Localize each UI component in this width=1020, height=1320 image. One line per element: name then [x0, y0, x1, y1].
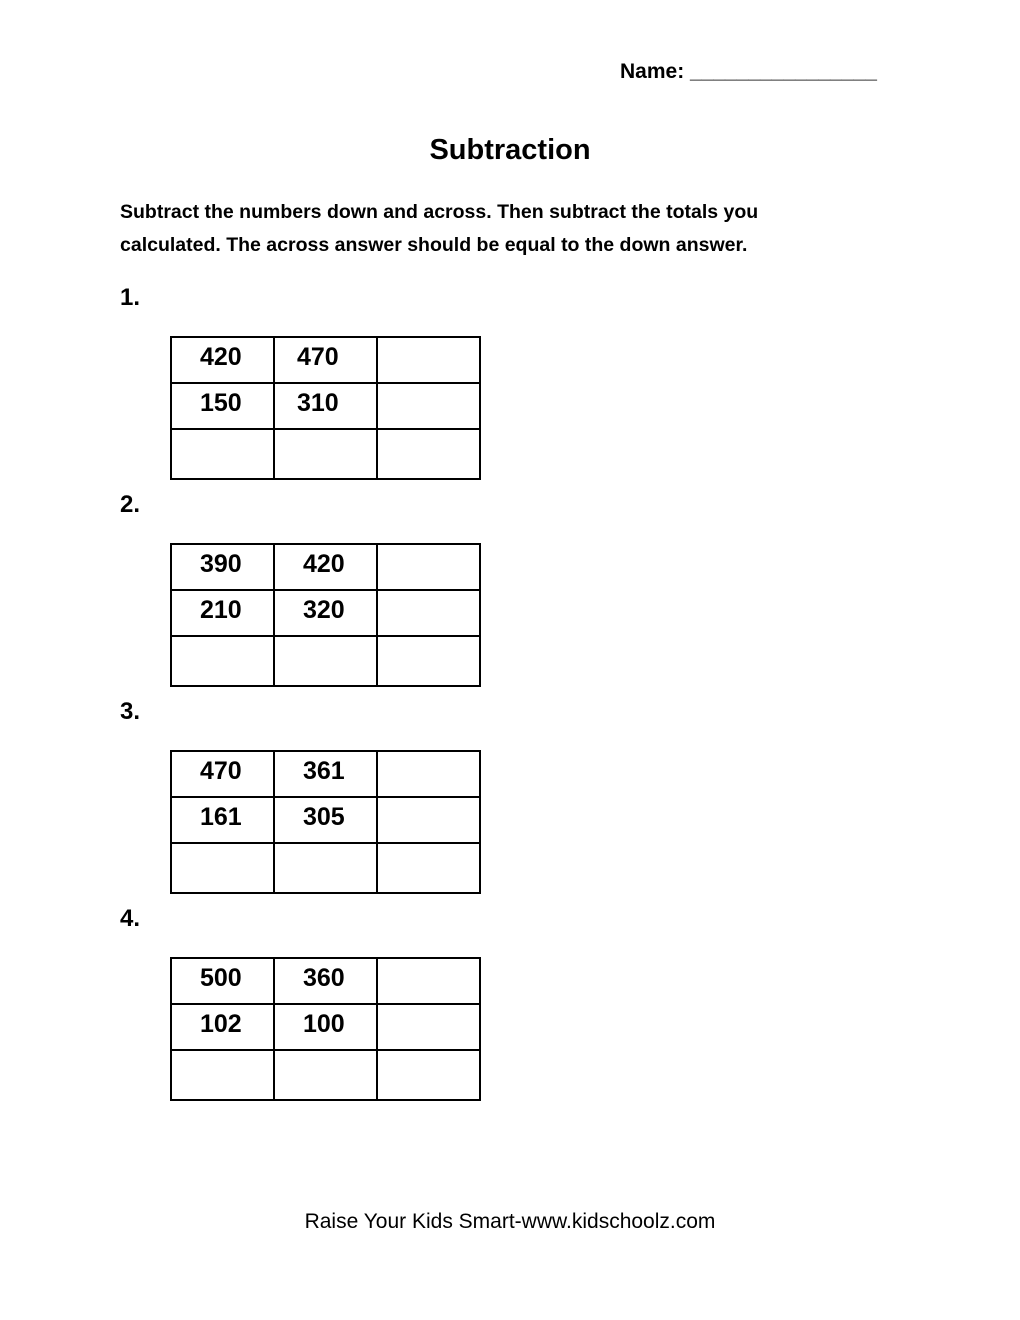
grid-row	[171, 337, 480, 383]
answer-cell[interactable]	[274, 843, 377, 893]
grid-cell: 210	[171, 590, 274, 636]
answer-cell[interactable]	[377, 429, 480, 479]
answer-cell[interactable]	[274, 636, 377, 686]
grid-cell: 161	[171, 797, 274, 843]
grid-row	[171, 383, 480, 429]
answer-cell[interactable]	[171, 429, 274, 479]
grid-row	[171, 429, 480, 479]
problem-grid-3	[170, 750, 481, 894]
grid-cell: 100	[274, 1004, 377, 1050]
grid-row	[171, 636, 480, 686]
problem-number-2: 2.	[120, 491, 141, 518]
grid-cell: 420	[171, 337, 274, 383]
grid-row	[171, 958, 480, 1004]
answer-cell[interactable]	[377, 590, 480, 636]
instructions-line-2: calculated. The across answer should be equal to the down answer.	[120, 234, 748, 256]
problem-number-4: 4.	[120, 905, 141, 932]
grid-row	[171, 1050, 480, 1100]
footer-credit: Raise Your Kids Smart-www.kidschoolz.com	[304, 1210, 716, 1233]
grid-cell: 361	[274, 751, 377, 797]
answer-cell[interactable]	[171, 636, 274, 686]
instructions-line-1: Subtract the numbers down and across. Then subtract the totals you	[120, 201, 759, 223]
answer-cell[interactable]	[171, 1050, 274, 1100]
answer-cell[interactable]	[274, 1050, 377, 1100]
answer-cell[interactable]	[274, 429, 377, 479]
answer-cell[interactable]	[377, 636, 480, 686]
grid-row	[171, 751, 480, 797]
answer-cell[interactable]	[377, 544, 480, 590]
name-field-label: Name: ________________	[620, 60, 877, 83]
grid-cell: 500	[171, 958, 274, 1004]
problem-grid-2	[170, 543, 481, 687]
answer-cell[interactable]	[377, 751, 480, 797]
answer-cell[interactable]	[171, 843, 274, 893]
grid-row	[171, 797, 480, 843]
grid-cell: 420	[274, 544, 377, 590]
grid-cell: 360	[274, 958, 377, 1004]
answer-cell[interactable]	[377, 383, 480, 429]
grid-cell: 305	[274, 797, 377, 843]
grid-cell: 470	[171, 751, 274, 797]
answer-cell[interactable]	[377, 958, 480, 1004]
problem-grid-1	[170, 336, 481, 480]
answer-cell[interactable]	[377, 843, 480, 893]
grid-row	[171, 590, 480, 636]
grid-cell: 102	[171, 1004, 274, 1050]
grid-row	[171, 544, 480, 590]
answer-cell[interactable]	[377, 1050, 480, 1100]
grid-cell: 390	[171, 544, 274, 590]
problem-grid-4	[170, 957, 481, 1101]
grid-cell: 470	[274, 337, 377, 383]
answer-cell[interactable]	[377, 337, 480, 383]
grid-cell: 320	[274, 590, 377, 636]
problem-number-3: 3.	[120, 698, 141, 725]
grid-row	[171, 1004, 480, 1050]
problem-number-1: 1.	[120, 284, 141, 311]
grid-cell: 150	[171, 383, 274, 429]
answer-cell[interactable]	[377, 797, 480, 843]
instructions	[120, 196, 820, 262]
answer-cell[interactable]	[377, 1004, 480, 1050]
grid-cell: 310	[274, 383, 377, 429]
grid-row	[171, 843, 480, 893]
page-title: Subtraction	[429, 134, 591, 166]
